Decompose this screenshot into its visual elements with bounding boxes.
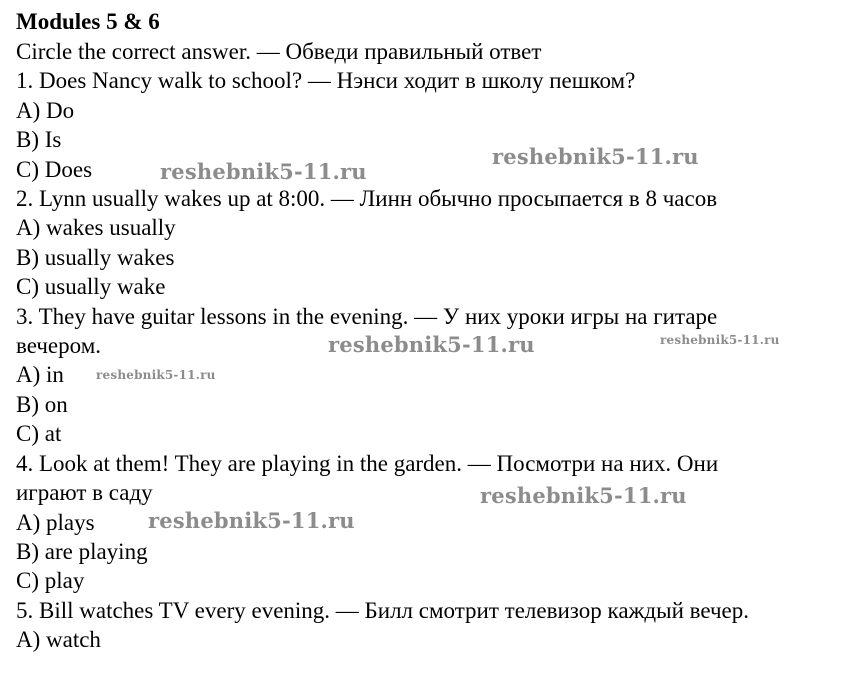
instruction: Circle the correct answer. — Обведи правильный ответ bbox=[16, 39, 542, 64]
watermark: reshebnik5-11.ru bbox=[492, 144, 699, 169]
q4-option-b[interactable]: B) are playing bbox=[16, 539, 148, 564]
watermark: reshebnik5-11.ru bbox=[660, 333, 780, 347]
question-4: 4. Look at them! They are playing in the garden. — Посмотри на них. Они bbox=[16, 451, 719, 476]
q4-option-a[interactable]: A) plays bbox=[16, 510, 95, 535]
question-3: 3. They have guitar lessons in the evening. — У них уроки игры на гитаре bbox=[16, 304, 718, 329]
q3-option-b[interactable]: B) on bbox=[16, 392, 68, 417]
q3-option-c[interactable]: C) at bbox=[16, 421, 62, 446]
watermark: reshebnik5-11.ru bbox=[96, 368, 216, 382]
q1-option-a[interactable]: A) Do bbox=[16, 98, 75, 123]
q1-option-b[interactable]: B) Is bbox=[16, 127, 62, 152]
q1-option-c[interactable]: C) Does bbox=[16, 157, 93, 182]
watermark: reshebnik5-11.ru bbox=[148, 508, 355, 533]
question-2: 2. Lynn usually wakes up at 8:00. — Линн обычно просыпается в 8 часов bbox=[16, 186, 718, 211]
q4-option-c[interactable]: C) play bbox=[16, 568, 85, 593]
page-title: Modules 5 & 6 bbox=[16, 9, 160, 34]
q2-option-a[interactable]: A) wakes usually bbox=[16, 215, 176, 240]
question-1: 1. Does Nancy walk to school? — Нэнси ходит в школу пешком? bbox=[16, 68, 636, 93]
question-5: 5. Bill watches TV every evening. — Билл смотрит телевизор каждый вечер. bbox=[16, 598, 750, 623]
q5-option-a[interactable]: A) watch bbox=[16, 627, 101, 652]
question-3-cont: вечером. bbox=[16, 333, 102, 358]
q2-option-b[interactable]: B) usually wakes bbox=[16, 245, 175, 270]
watermark: reshebnik5-11.ru bbox=[480, 483, 687, 508]
q2-option-c[interactable]: C) usually wake bbox=[16, 274, 166, 299]
q3-option-a[interactable]: A) in bbox=[16, 362, 64, 387]
watermark: reshebnik5-11.ru bbox=[328, 332, 535, 357]
question-4-cont: играют в саду bbox=[16, 480, 153, 505]
watermark: reshebnik5-11.ru bbox=[160, 159, 367, 184]
